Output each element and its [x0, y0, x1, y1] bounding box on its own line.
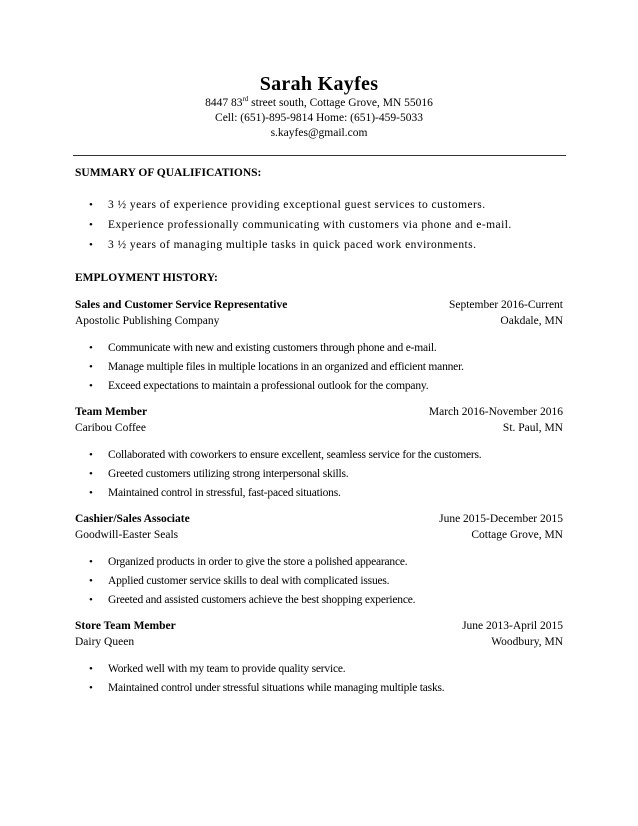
job-entry [75, 297, 563, 396]
applicant-name: Sarah Kayfes [259, 73, 379, 95]
address-line [0, 96, 638, 111]
job-title: Team Member [75, 406, 148, 418]
resume-header [0, 72, 638, 141]
duty-item: • Maintained control in stressful, fast-paced situations. [75, 484, 563, 503]
duty-item: • Manage multiple files in multiple locations in an organized and efficient manner. [75, 358, 563, 377]
job-company: Dairy Queen [75, 636, 135, 648]
address-rest: street south, Cottage Grove, MN 55016 [248, 97, 433, 109]
summary-item: • 3 ½ years of experience providing exceptional guest services to customers. [75, 195, 563, 215]
job-location: Oakdale, MN [500, 315, 563, 327]
duty-item: • Collaborated with coworkers to ensure excellent, seamless service for the customers. [75, 446, 563, 465]
job-entry [75, 404, 563, 503]
job-entry [75, 618, 563, 698]
duty-item: • Communicate with new and existing customers through phone and e-mail. [75, 339, 563, 358]
summary-item: • 3 ½ years of managing multiple tasks in quick paced work environments. [75, 235, 563, 255]
duty-item: • Greeted customers utilizing strong interpersonal skills. [75, 465, 563, 484]
summary-list [75, 195, 563, 255]
job-title: Store Team Member [75, 620, 176, 632]
job-company-row [75, 634, 563, 650]
job-company: Caribou Coffee [75, 422, 147, 434]
duty-item: • Applied customer service skills to deal with complicated issues. [75, 572, 563, 591]
duty-list [75, 339, 563, 396]
duty-item: • Exceed expectations to maintain a professional outlook for the company. [75, 377, 563, 396]
header-divider [73, 155, 566, 156]
job-title: Sales and Customer Service Representative [75, 299, 288, 311]
summary-item: • Experience professionally communicating with customers via phone and e-mail. [75, 215, 563, 235]
job-company-row [75, 527, 563, 543]
summary-heading: SUMMARY OF QUALIFICATIONS: [75, 167, 262, 179]
job-dates: June 2015-December 2015 [439, 513, 563, 525]
address-ordinal: rd [242, 95, 249, 104]
job-header-row [75, 404, 563, 420]
duty-item: • Maintained control under stressful situations while managing multiple tasks. [75, 679, 563, 698]
job-dates: March 2016-November 2016 [428, 406, 563, 418]
duty-list [75, 660, 563, 698]
job-company: Apostolic Publishing Company [75, 315, 220, 327]
job-dates: June 2013-April 2015 [462, 620, 563, 632]
duty-item: • Worked well with my team to provide quality service. [75, 660, 563, 679]
job-header-row [75, 618, 563, 634]
job-company: Goodwill-Easter Seals [75, 529, 179, 541]
job-location: Cottage Grove, MN [471, 529, 563, 541]
job-location: Woodbury, MN [491, 636, 563, 648]
address-number: 8447 83 [205, 97, 243, 109]
job-company-row [75, 420, 563, 436]
duty-list [75, 446, 563, 503]
resume-body [75, 166, 563, 698]
job-company-row [75, 313, 563, 329]
duty-item: • Greeted and assisted customers achieve the best shopping experience. [75, 591, 563, 610]
job-location: St. Paul, MN [502, 422, 563, 434]
duty-list [75, 553, 563, 610]
job-dates: September 2016-Current [448, 299, 563, 311]
employment-heading: EMPLOYMENT HISTORY: [75, 272, 218, 284]
job-header-row [75, 297, 563, 313]
email-line: s.kayfes@gmail.com [270, 127, 368, 139]
job-title: Cashier/Sales Associate [75, 513, 190, 525]
phone-line: Cell: (651)-895-9814 Home: (651)-459-5033 [215, 112, 423, 124]
duty-item: • Organized products in order to give the store a polished appearance. [75, 553, 563, 572]
job-entry [75, 511, 563, 610]
job-header-row [75, 511, 563, 527]
